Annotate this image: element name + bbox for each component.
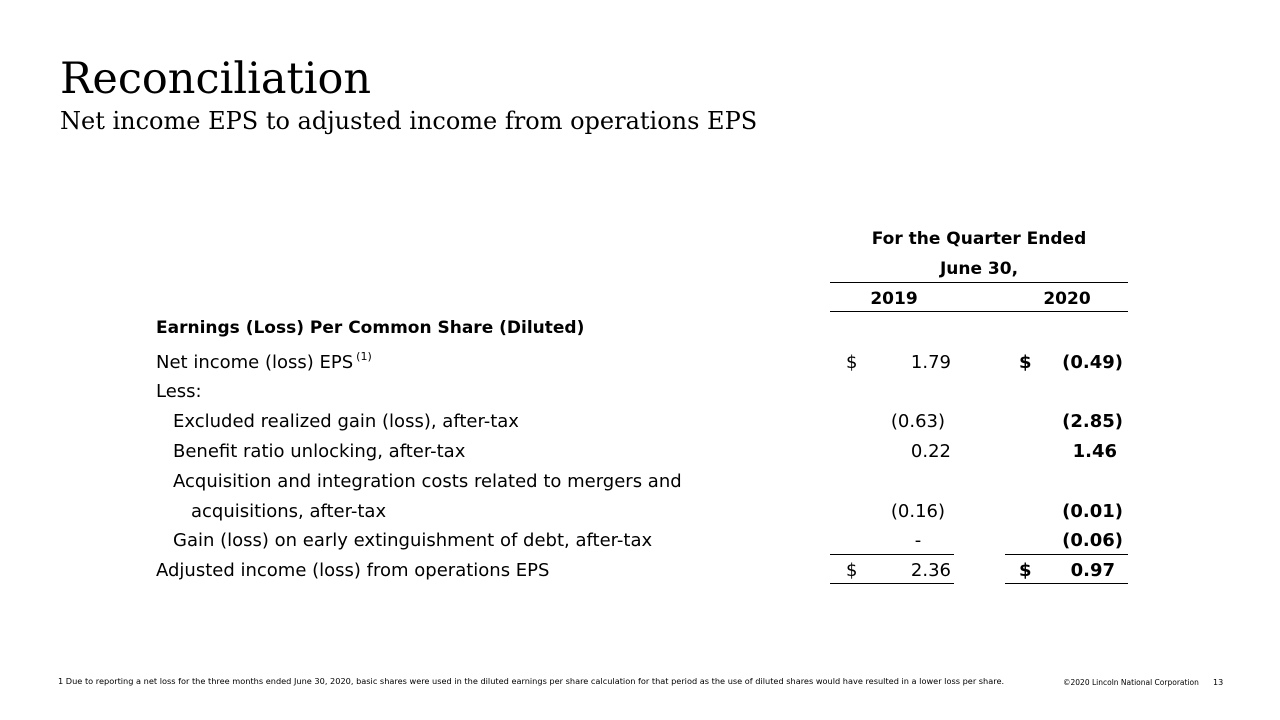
- row-label: Benefit ratio unlocking, after-tax: [173, 441, 466, 462]
- currency-symbol-2019: $: [846, 560, 858, 581]
- year-divider: [830, 311, 1128, 312]
- value-2020: (0.01): [1062, 501, 1123, 522]
- value-2020: 1.46: [1072, 441, 1117, 462]
- value-2020: 0.97: [1070, 560, 1115, 581]
- subtotal-rule-2019: [830, 554, 954, 555]
- value-2020: (0.49): [1062, 352, 1123, 373]
- table-row: [0, 348, 1280, 378]
- row-label: [156, 348, 372, 380]
- row-label: Gain (loss) on early extinguishment of debt, after-tax: [173, 530, 653, 551]
- value-2019: 1.79: [910, 352, 951, 373]
- column-header-2020: 2020: [1043, 289, 1091, 309]
- currency-symbol-2020: $: [1019, 352, 1032, 373]
- row-label: Acquisition and integration costs related to mergers and: [173, 471, 682, 492]
- value-2019: (0.63): [890, 411, 945, 432]
- table-row: [0, 497, 1280, 527]
- slide-title: Reconciliation: [60, 54, 372, 104]
- table-row: [0, 467, 1280, 497]
- copyright: ©2020 Lincoln National Corporation: [1063, 678, 1199, 687]
- table-header-date: June 30,: [939, 259, 1019, 279]
- table-header-period: For the Quarter Ended: [871, 229, 1087, 249]
- column-header-2019: 2019: [870, 289, 918, 309]
- currency-symbol-2020: $: [1019, 560, 1032, 581]
- page-number: 13: [1213, 678, 1224, 687]
- table-row: [0, 377, 1280, 407]
- table-row: [0, 407, 1280, 437]
- row-label: Excluded realized gain (loss), after-tax: [173, 411, 519, 432]
- value-2019: (0.16): [890, 501, 945, 522]
- value-2019: 0.22: [910, 441, 951, 462]
- table-section-title-row: [0, 313, 1280, 343]
- row-label: Less:: [156, 381, 202, 402]
- slide-subtitle: Net income EPS to adjusted income from operations EPS: [60, 107, 758, 135]
- subtotal-rule-2020: [1005, 554, 1128, 555]
- footnote-ref: (1): [356, 350, 372, 363]
- footnote: 1 Due to reporting a net loss for the three months ended June 30, 2020, basic shares were used in the diluted earnings per share calculation for that period as the use of diluted shares would have resulted in a lower loss per share.: [58, 676, 1005, 686]
- table-row: [0, 526, 1280, 556]
- row-label: Adjusted income (loss) from operations EPS: [156, 560, 550, 581]
- value-2019: -: [914, 530, 922, 551]
- row-label: acquisitions, after-tax: [191, 501, 387, 522]
- section-title: Earnings (Loss) Per Common Share (Diluted): [156, 318, 585, 338]
- table-row: [0, 556, 1280, 586]
- row-label-text: Net income (loss) EPS: [156, 352, 354, 373]
- total-rule-2019: [830, 583, 954, 584]
- table-row: [0, 437, 1280, 467]
- total-rule-2020: [1005, 583, 1128, 584]
- value-2020: (0.06): [1062, 530, 1123, 551]
- value-2019: 2.36: [910, 560, 951, 581]
- currency-symbol-2019: $: [846, 352, 858, 373]
- value-2020: (2.85): [1062, 411, 1123, 432]
- header-divider: [830, 282, 1128, 283]
